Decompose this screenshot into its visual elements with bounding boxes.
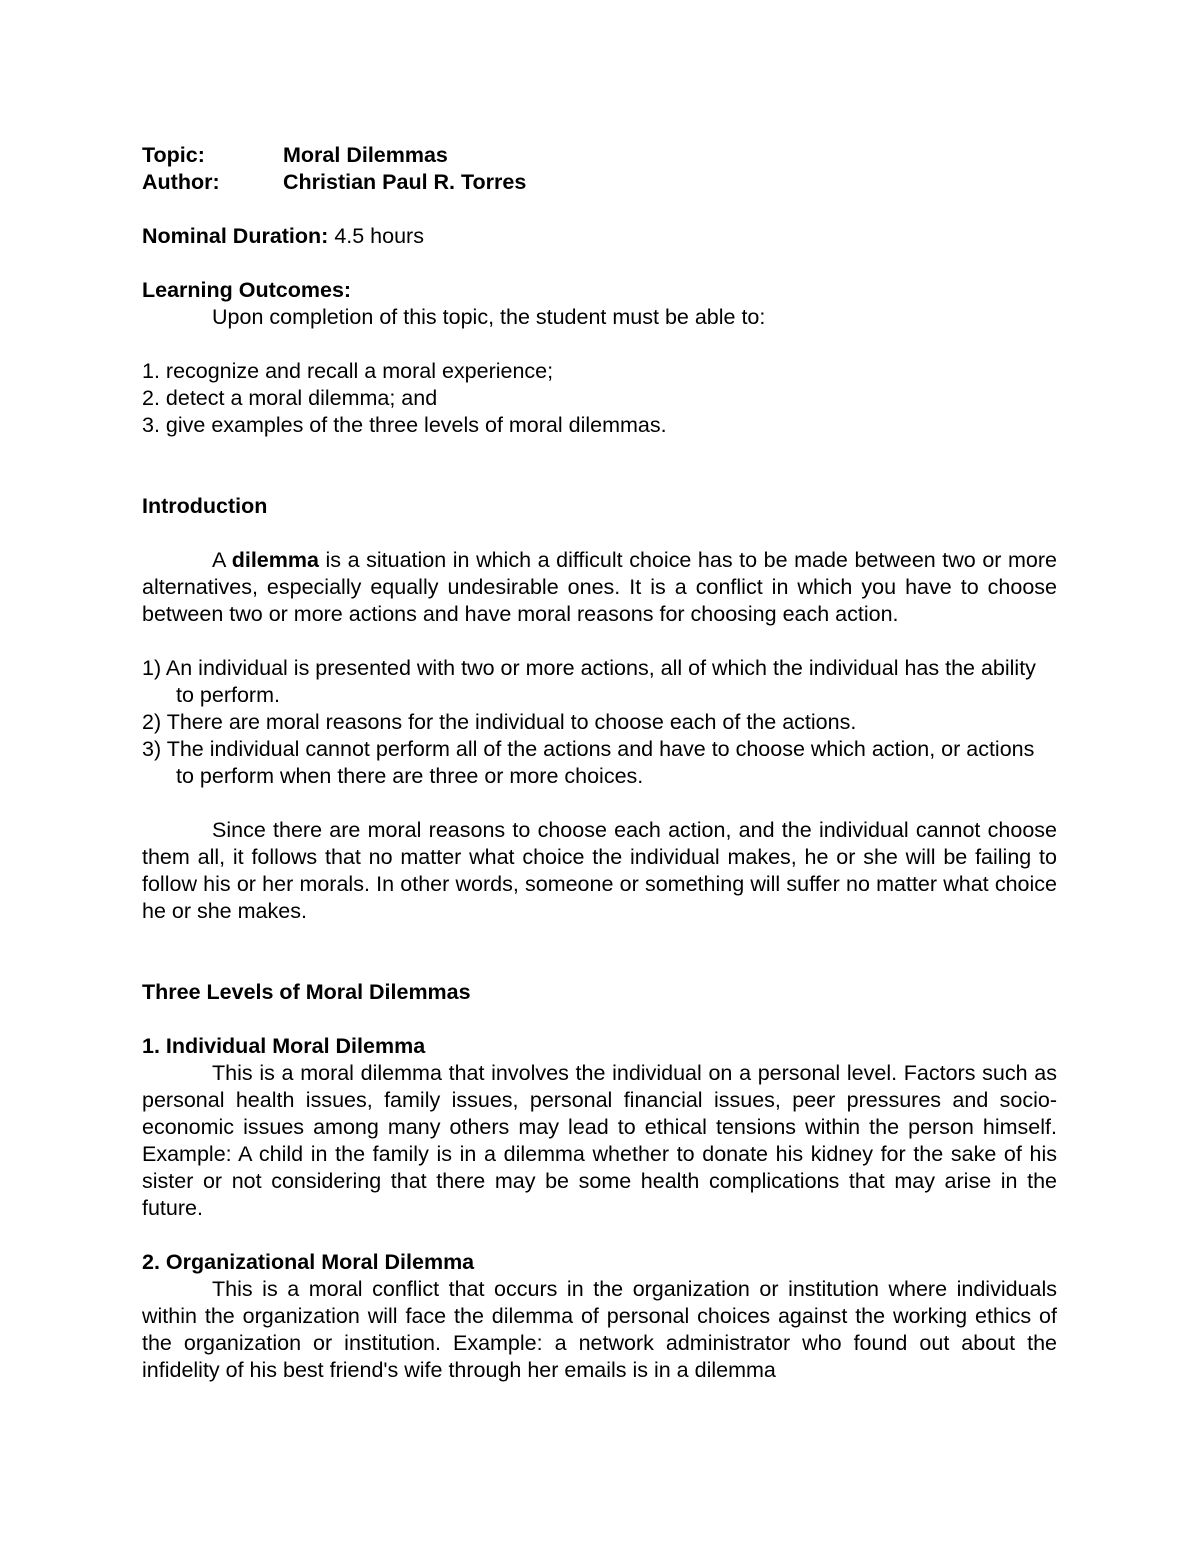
spacer bbox=[142, 196, 1057, 223]
spacer bbox=[142, 331, 1057, 358]
condition-item-2: 2) There are moral reasons for the individual to choose each of the actions. bbox=[142, 710, 857, 734]
nominal-duration bbox=[142, 223, 1057, 250]
spacer bbox=[142, 1222, 1057, 1249]
spacer bbox=[142, 1006, 1057, 1033]
spacer bbox=[142, 520, 1057, 547]
topic-label: Topic: bbox=[142, 143, 205, 167]
author-value: Christian Paul R. Torres bbox=[283, 170, 527, 194]
spacer bbox=[142, 439, 1057, 493]
spacer bbox=[142, 250, 1057, 277]
introduction-heading: Introduction bbox=[142, 494, 268, 518]
learning-outcomes-heading: Learning Outcomes: bbox=[142, 278, 352, 302]
duration-label: Nominal Duration: bbox=[142, 224, 329, 248]
topic-value: Moral Dilemmas bbox=[283, 143, 448, 167]
document-page bbox=[142, 142, 1057, 1384]
organizational-dilemma-heading: 2. Organizational Moral Dilemma bbox=[142, 1250, 475, 1274]
three-levels-heading: Three Levels of Moral Dilemmas bbox=[142, 980, 471, 1004]
individual-dilemma-heading: 1. Individual Moral Dilemma bbox=[142, 1034, 426, 1058]
outcome-item-1: 1. recognize and recall a moral experience; bbox=[142, 359, 554, 383]
introduction-conclusion: Since there are moral reasons to choose each action, and the individual cannot choose them all, it follows that no matter what choice the individual makes, he or she will be failing to follow his or her morals. In other words, someone or something will suffer no matter what choice he or she makes. bbox=[142, 818, 1057, 923]
spacer bbox=[142, 925, 1057, 979]
topic-row bbox=[142, 142, 1057, 169]
condition-item-1: 1) An individual is presented with two or more actions, all of which the individual has the ability to perform. bbox=[142, 656, 1036, 707]
author-row bbox=[142, 169, 1057, 196]
outcome-item-3: 3. give examples of the three levels of moral dilemmas. bbox=[142, 413, 667, 437]
dilemma-definition bbox=[142, 547, 1057, 628]
organizational-dilemma-text: This is a moral conflict that occurs in the organization or institution where individuals within the organization will face the dilemma of personal choices against the working ethics of the organization or institution. Example: a network administrator who found out about the infidelity of his best friend's wife through her emails is in a dilemma bbox=[142, 1277, 1057, 1382]
dilemma-term: dilemma bbox=[231, 548, 319, 572]
individual-dilemma-text: This is a moral dilemma that involves the individual on a personal level. Factors such as personal health issues, family issues, personal financial issues, peer pressures and socio-economic issues among many others may lead to ethical tensions within the person himself. Example: A child in the family is in a dilemma whether to donate his kidney for the sake of his sister or not considering that there may be some health complications that may arise in the future. bbox=[142, 1061, 1057, 1220]
spacer bbox=[142, 790, 1057, 817]
outcome-item-2: 2. detect a moral dilemma; and bbox=[142, 386, 438, 410]
condition-item-3: 3) The individual cannot perform all of the actions and have to choose which action, or actions to perform when there are three or more choices. bbox=[142, 737, 1035, 788]
author-label: Author: bbox=[142, 170, 220, 194]
definition-prefix: A bbox=[212, 548, 232, 572]
spacer bbox=[142, 628, 1057, 655]
duration-value: 4.5 hours bbox=[328, 224, 424, 248]
definition-body: is a situation in which a difficult choice has to be made between two or more alternatives, especially equally undesirable ones. It is a conflict in which you have to choose between two or more actions and have moral reasons for choosing each action. bbox=[142, 548, 1057, 626]
learning-outcomes-intro: Upon completion of this topic, the student must be able to: bbox=[212, 305, 766, 329]
